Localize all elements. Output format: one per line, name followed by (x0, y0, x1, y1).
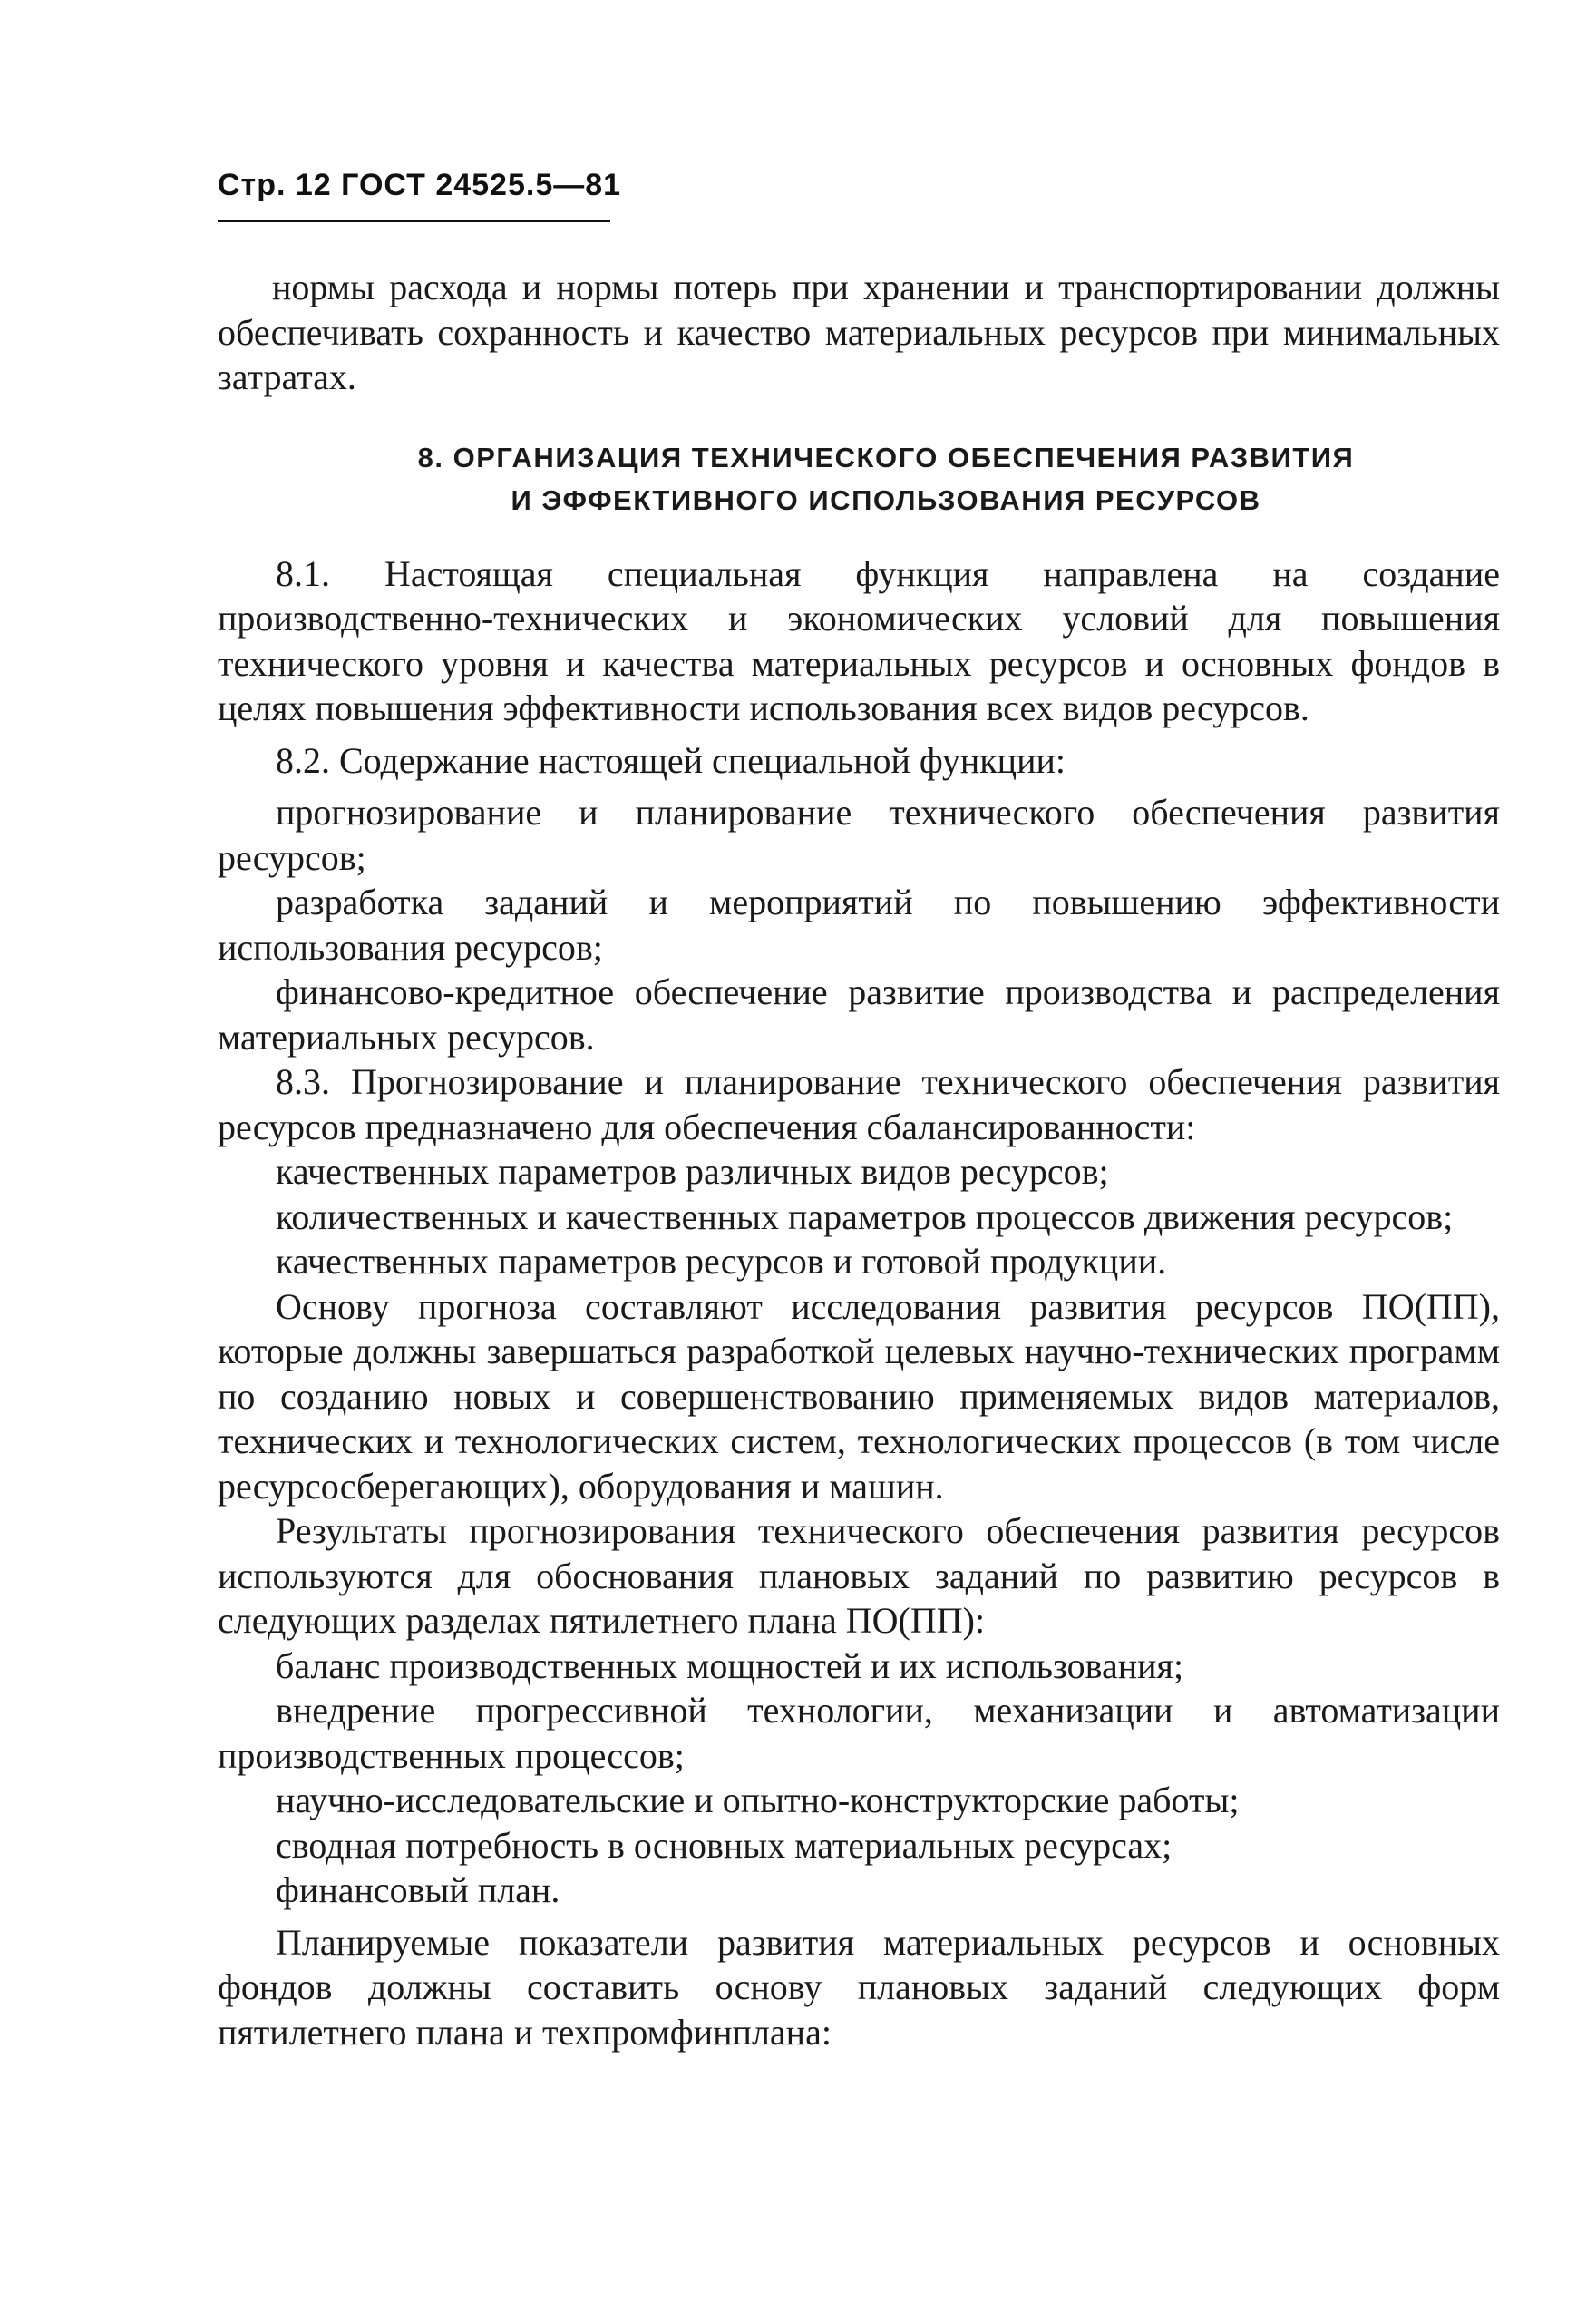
page-header: Стр. 12 ГОСТ 24525.5—81 (218, 168, 622, 202)
list-item: прогнозирование и планирование технического обеспечения развития ресурсов; (218, 792, 1500, 878)
section-title-line: И ЭФФЕКТИВНОГО ИСПОЛЬЗОВАНИЯ РЕСУРСОВ (511, 483, 1261, 516)
list-item: научно-исследовательские и опытно-конструкторские работы; (276, 1780, 1240, 1820)
list-item: финансово-кредитное обеспечение развитие производства и распределения материальных ресурсов. (218, 971, 1500, 1058)
list-item: внедрение прогрессивной технологии, механизации и автоматизации производственных процессов; (218, 1690, 1500, 1776)
document-body (218, 265, 1500, 2054)
section-title (218, 436, 1500, 522)
list-item: сводная потребность в основных материальных ресурсах; (276, 1824, 1173, 1866)
list-item: баланс производственных мощностей и их использования; (276, 1644, 1184, 1686)
paragraph-results: Результаты прогнозирования технического обеспечения развития ресурсов используются для обоснования плановых заданий по развитию ресурсов в следующих разделах пятилетнего плана ПО(ПП): (218, 1510, 1500, 1641)
header-rule (218, 220, 610, 222)
list-item: количественных и качественных параметров процессов движения ресурсов; (276, 1195, 1454, 1237)
paragraph-8-2: 8.2. Содержание настоящей специальной функции: (276, 739, 1066, 781)
paragraph-8-1: 8.1. Настоящая специальная функция направлена на создание производственно-технических и экономических условий для повышения технического уровня и качества материальных ресурсов и основных фондов в целях повышения эффективности использования всех видов ресурсов. (218, 552, 1500, 728)
paragraph-planned: Планируемые показатели развития материальных ресурсов и основных фондов должны составить основу плановых заданий следующих форм пятилетнего плана и техпромфинплана: (218, 1921, 1500, 2053)
list-item: разработка заданий и мероприятий по повышению эффективности использования ресурсов; (218, 882, 1500, 968)
paragraph-intro: нормы расхода и нормы потерь при хранении и транспортировании должны обеспечивать сохранность и качество материальных ресурсов при минимальных затратах. (218, 267, 1500, 397)
paragraph-8-3: 8.3. Прогнозирование и планирование технического обеспечения развития ресурсов предназначено для обеспечения сбалансированности: (218, 1061, 1500, 1147)
list-item: качественных параметров различных видов ресурсов; (276, 1151, 1109, 1192)
section-title-line: 8. ОРГАНИЗАЦИЯ ТЕХНИЧЕСКОГО ОБЕСПЕЧЕНИЯ РАЗВИТИЯ (417, 441, 1355, 473)
list-item: финансовый план. (276, 1869, 560, 1910)
paragraph-forecast: Основу прогноза составляют исследования развития ресурсов ПО(ПП), которые должны завершаться разработкой целевых научно-технических программ по созданию новых и совершенствованию применяемых видов материалов, технических и технологических систем, технологических процессов (в том числе ресурсосберегающих), оборудования и машин. (218, 1285, 1500, 1507)
list-item: качественных параметров ресурсов и готовой продукции. (276, 1241, 1167, 1282)
